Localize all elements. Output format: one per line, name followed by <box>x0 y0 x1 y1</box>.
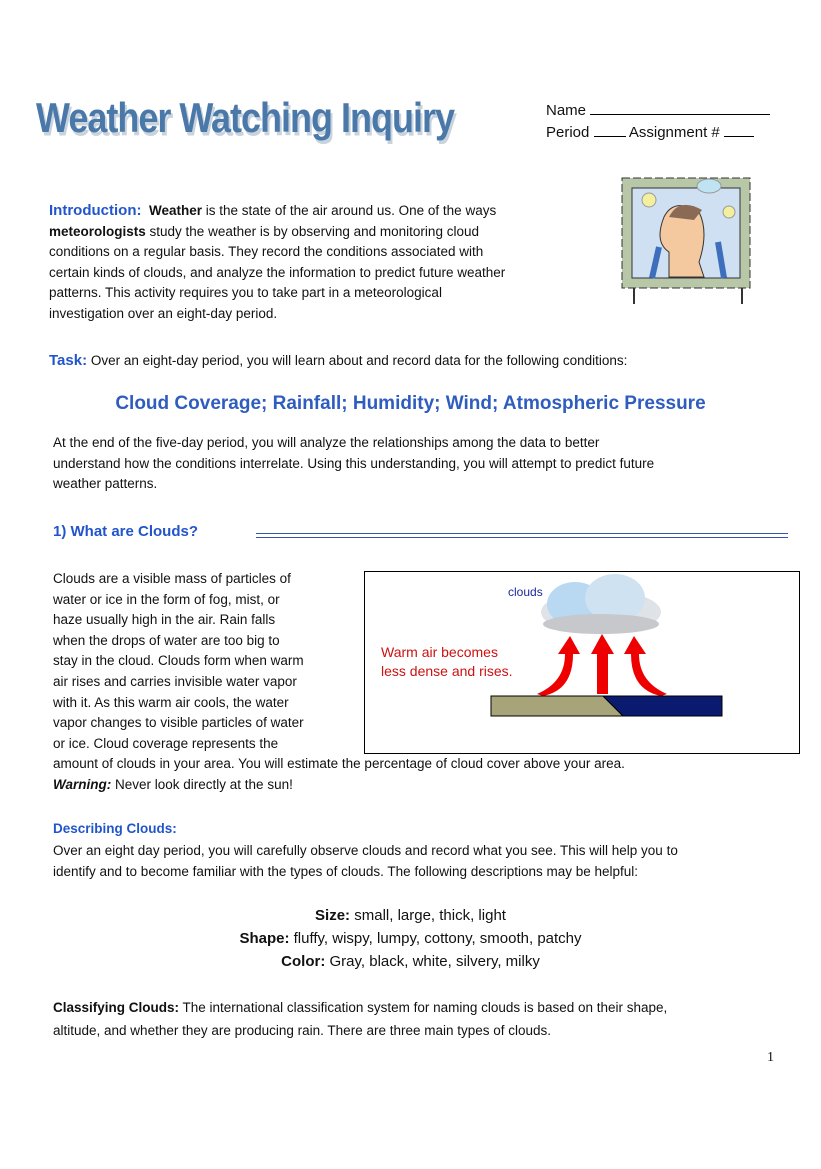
cloud-icon <box>541 574 661 634</box>
section-divider <box>256 533 788 538</box>
period-blank[interactable] <box>594 136 626 137</box>
text-line: conditions on a regular basis. They record the conditions associated with <box>49 244 484 260</box>
text: Never look directly at the sun! <box>111 776 293 792</box>
water-icon <box>603 696 722 716</box>
page-number: 1 <box>767 1050 774 1065</box>
text: is the state of the air around us. One of the ways <box>202 203 497 218</box>
page-title: Weather Watching Inquiry <box>36 94 455 142</box>
term-weather: Weather <box>149 203 203 218</box>
describing-heading: Describing Clouds: <box>53 821 177 836</box>
describing-paragraph <box>53 841 678 882</box>
text-line: water or ice in the form of fog, mist, or <box>53 591 280 607</box>
diagram-caption <box>381 643 513 681</box>
text-line: when the drops of water are too big to <box>53 632 280 648</box>
cloud-label: clouds <box>508 585 543 599</box>
text: study the weather is by observing and monitoring cloud <box>145 223 479 239</box>
name-blank[interactable] <box>590 114 770 115</box>
text-line: or ice. Cloud coverage represents the <box>53 735 279 751</box>
text-line: Over an eight day period, you will carefully observe clouds and record what you see. This will help you to <box>53 843 678 858</box>
student-info <box>546 100 770 144</box>
warning-label: Warning: <box>53 776 112 792</box>
size-label: Size: <box>315 907 351 924</box>
task-paragraph <box>53 433 654 495</box>
text: fluffy, wispy, lumpy, cottony, smooth, patchy <box>289 930 582 947</box>
term-meteorologists: meteorologists <box>49 223 146 239</box>
assignment-label: Assignment # <box>628 124 720 141</box>
task-heading: Task: <box>49 352 88 369</box>
text-line: identify and to become familiar with the types of clouds. The following descriptions may be helpful: <box>53 863 639 879</box>
text-line: stay in the cloud. Clouds form when warm <box>53 653 304 669</box>
cloud-formation-diagram <box>364 571 800 754</box>
text-line: altitude, and whether they are producing rain. There are three main types of clouds. <box>53 1023 552 1038</box>
shape-descriptors <box>0 927 821 950</box>
introduction-heading: Introduction: <box>49 202 142 219</box>
text-line: certain kinds of clouds, and analyze the information to predict future weather <box>49 264 506 280</box>
caption-line: Warm air becomes <box>381 644 498 660</box>
land-icon <box>491 696 623 716</box>
text-line: patterns. This activity requires you to take part in a meteorological <box>49 285 442 301</box>
text: Over an eight-day period, you will learn about and record data for the following conditions: <box>87 353 628 368</box>
text-line: with it. As this warm air cools, the water <box>53 694 289 710</box>
section-heading-clouds: 1) What are Clouds? <box>53 523 199 540</box>
introduction-paragraph <box>49 201 505 325</box>
weatherman-tv-illustration <box>614 172 759 312</box>
shape-label: Shape: <box>239 930 290 947</box>
text-line: weather patterns. <box>53 476 158 492</box>
text-line: air rises and carries invisible water vapor <box>53 673 297 689</box>
period-label: Period <box>546 124 590 141</box>
color-descriptors <box>0 950 821 973</box>
descriptors-list <box>0 904 821 973</box>
text: small, large, thick, light <box>350 907 506 924</box>
text-line: At the end of the five-day period, you will analyze the relationships among the data to better <box>53 435 600 450</box>
color-label: Color: <box>281 953 326 970</box>
text: The international classification system for naming clouds is based on their shape, <box>179 1000 668 1015</box>
name-label: Name <box>546 102 587 119</box>
size-descriptors <box>0 904 821 927</box>
caption-line: less dense and rises. <box>381 663 513 679</box>
text-line: amount of clouds in your area. You will estimate the percentage of cloud cover above your area. <box>53 756 625 772</box>
assignment-blank[interactable] <box>724 136 754 137</box>
text-line: understand how the conditions interrelate. Using this understanding, you will attempt to predict future <box>53 455 655 471</box>
classifying-paragraph <box>53 996 667 1042</box>
classifying-heading: Classifying Clouds: <box>53 1000 180 1015</box>
text: Gray, black, white, silvery, milky <box>325 953 540 970</box>
text-line: haze usually high in the air. Rain falls <box>53 612 276 628</box>
text-line: Clouds are a visible mass of particles of <box>53 571 291 586</box>
conditions-list: Cloud Coverage; Rainfall; Humidity; Wind; Atmospheric Pressure <box>115 393 706 414</box>
text-line: investigation over an eight-day period. <box>49 305 278 321</box>
text-line: vapor changes to visible particles of water <box>53 715 304 731</box>
task-line <box>49 351 627 372</box>
rising-air-arrows <box>537 634 667 696</box>
